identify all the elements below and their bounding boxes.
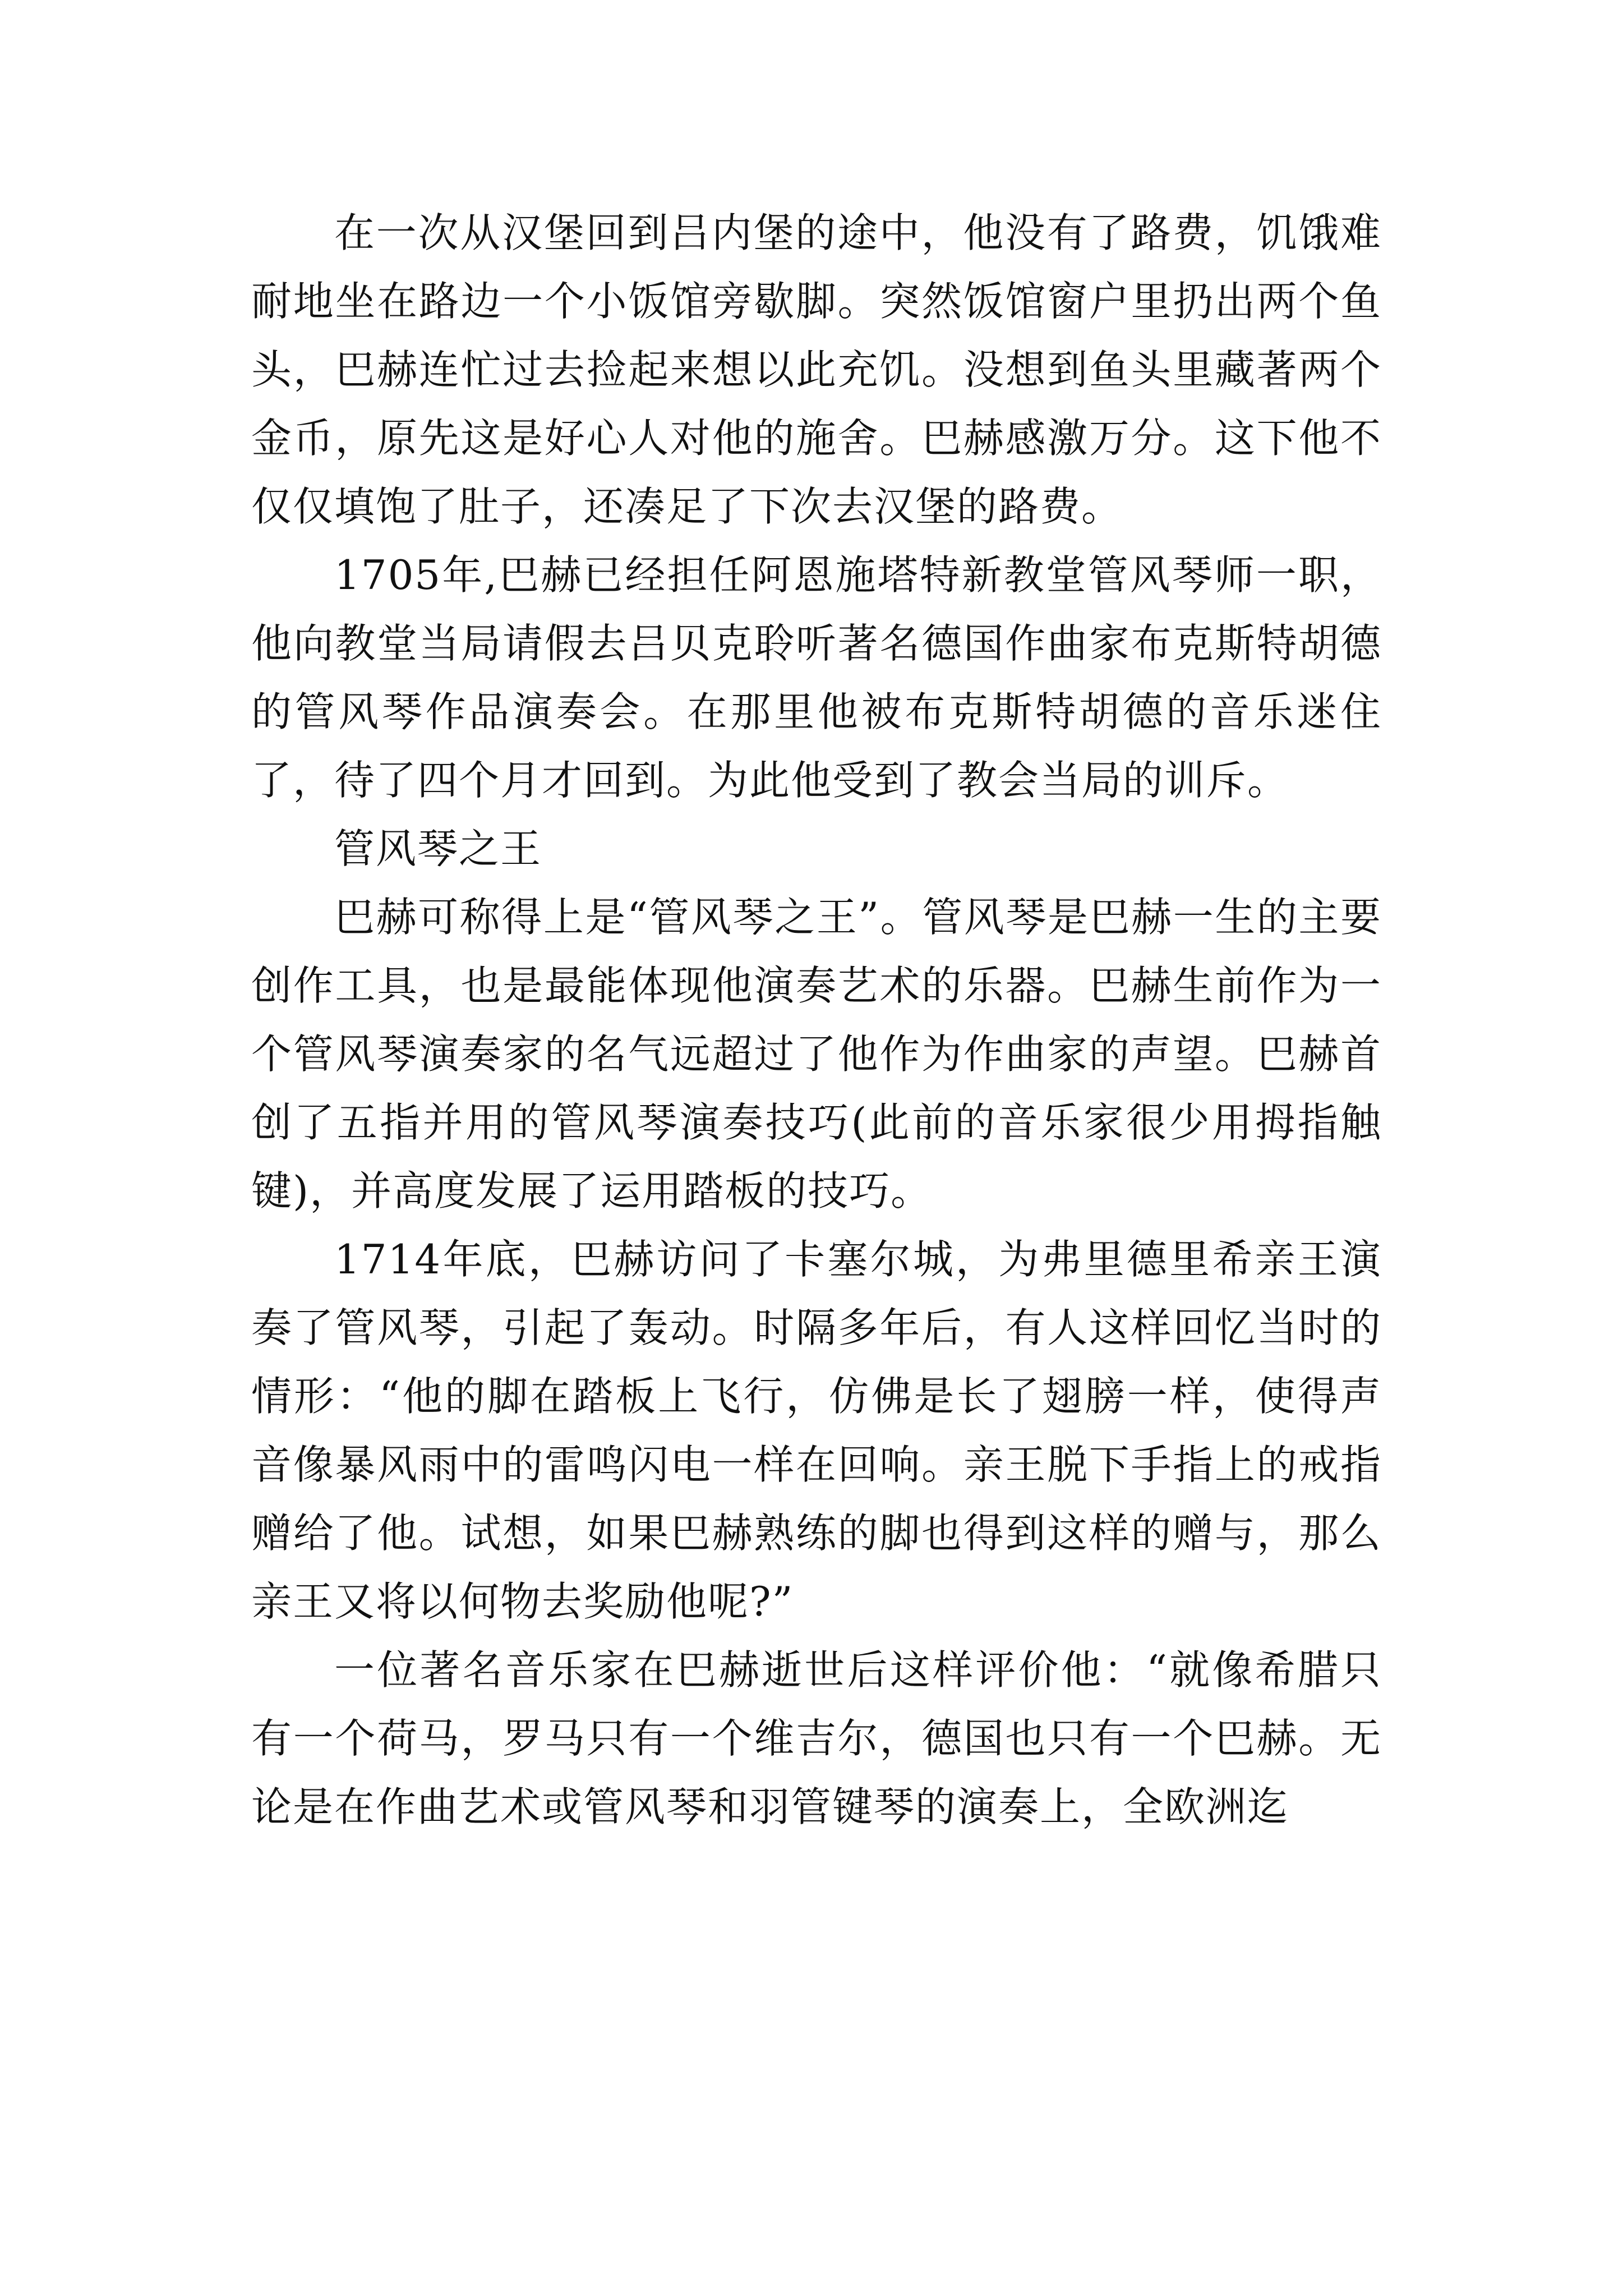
paragraph-fish-heads: 在一次从汉堡回到吕内堡的途中，他没有了路费，饥饿难耐地坐在路边一个小饭馆旁歇脚。突然饭馆窗户里扔出两个鱼头，巴赫连忙过去捡起来想以此充饥。没想到鱼头里藏著两个金币，原先这是好心人对他的施舍。巴赫感激万分。这下他不仅仅填饱了肚子，还凑足了下次去汉堡的路费。	[251, 209, 1382, 530]
paragraph-1705: 1705年,巴赫已经担任阿恩施塔特新教堂管风琴师一职，他向教堂当局请假去吕贝克聆听著名德国作曲家布克斯特胡德的管风琴作品演奏会。在那里他被布克斯特胡德的音乐迷住了，待了四个月才回到。为此他受到了教会当局的训斥。	[251, 551, 1382, 804]
paragraph-1714: 1714年底，巴赫访问了卡塞尔城，为弗里德里希亲王演奏了管风琴，引起了轰动。时隔多年后，有人这样回忆当时的情形：“他的脚在踏板上飞行，仿佛是长了翅膀一样，使得声音像暴风雨中的雷鸣闪电一样在回响。亲王脱下手指上的戒指赠给了他。试想，如果巴赫熟练的脚也得到这样的赠与，那么亲王又将以何物去奖励他呢?”	[251, 1236, 1382, 1625]
section-heading: 管风琴之王	[334, 825, 542, 872]
paragraph-organ-king: 巴赫可称得上是“管风琴之王”。管风琴是巴赫一生的主要创作工具，也是最能体现他演奏艺术的乐器。巴赫生前作为一个管风琴演奏家的名气远超过了他作为作曲家的声望。巴赫首创了五指并用的管风琴演奏技巧(此前的音乐家很少用拇指触键)，并高度发展了运用踏板的技巧。	[251, 894, 1382, 1214]
paragraph-evaluation: 一位著名音乐家在巴赫逝世后这样评价他：“就像希腊只有一个荷马，罗马只有一个维吉尔，德国也只有一个巴赫。无论是在作曲艺术或管风琴和羽管键琴的演奏上，全欧洲迄	[251, 1646, 1382, 1830]
document-body	[251, 199, 1382, 1841]
